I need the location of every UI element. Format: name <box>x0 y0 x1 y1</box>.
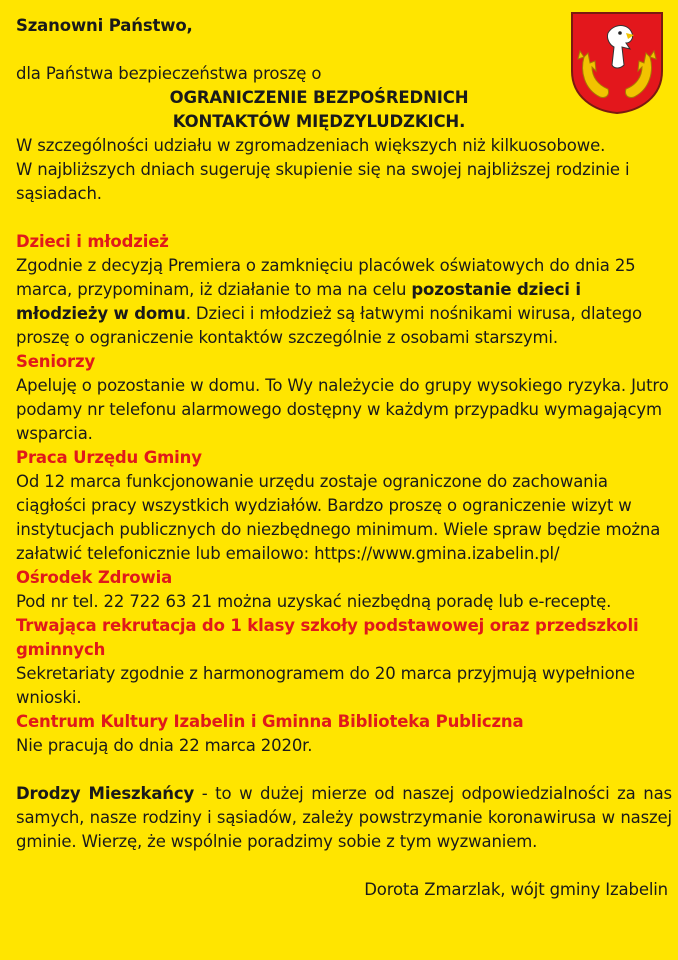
intro-line: dla Państwa bezpieczeństwa proszę o <box>16 64 322 83</box>
intro-text-2: W najbliższych dniach sugeruję skupienie się na swojej najbliższej rodzinie i sąsiadach. <box>16 160 630 203</box>
headline-line-2: KONTAKTÓW MIĘDZYLUDZKICH. <box>172 112 466 131</box>
section-heading-culture: Centrum Kultury Izabelin i Gminna Biblioteka Publiczna <box>16 712 524 731</box>
section-heading-recruitment: Trwająca rekrutacja do 1 klasy szkoły podstawowej oraz przedszkoli gminnych <box>16 616 639 659</box>
section-heading-youth: Dzieci i młodzież <box>16 232 169 251</box>
intro-text-1: W szczególności udziału w zgromadzeniach większych niż kilkuosobowe. <box>16 136 606 155</box>
greeting: Szanowni Państwo, <box>16 16 193 35</box>
youth-text-part-b: . Dzieci i młodzież są łatwymi nośnikami wirusa, dlatego proszę o ograniczenie kontaktów szczególnie z osobami starszymi. <box>16 304 642 347</box>
section-text-youth <box>16 254 672 350</box>
signature: Dorota Zmarzlak, wójt gminy Izabelin <box>364 880 668 899</box>
section-heading-health: Ośrodek Zdrowia <box>16 568 173 587</box>
section-text-health: Pod nr tel. 22 722 63 21 można uzyskać niezbędną poradę lub e-receptę. <box>16 592 612 611</box>
section-heading-office: Praca Urzędu Gminy <box>16 448 202 467</box>
section-text-culture: Nie pracują do dnia 22 marca 2020r. <box>16 736 313 755</box>
section-text-seniors: Apeluję o pozostanie w domu. To Wy należycie do grupy wysokiego ryzyka. Jutro podamy nr telefonu alarmowego dostępny w każdym przypadku wymagającym wsparcia. <box>16 376 669 443</box>
youth-text-part-a: Zgodnie z decyzją Premiera o zamknięciu placówek oświatowych do dnia 25 marca, przypominam, iż działanie to ma na celu <box>16 256 636 299</box>
section-text-office: Od 12 marca funkcjonowanie urzędu zostaje ograniczone do zachowania ciągłości pracy wszystkich wydziałów. Bardzo proszę o ograniczenie wizyt w instytucjach publicznych do niezbędnego minimum. Wiele spraw będzie można załatwić telefonicznie lub emailowo: https://www.gmina.izabelin.pl/ <box>16 472 661 563</box>
section-text-recruitment: Sekretariaty zgodnie z harmonogramem do 20 marca przyjmują wypełnione wnioski. <box>16 664 635 707</box>
closing-bold: Drodzy Mieszkańcy <box>16 784 195 803</box>
headline-line-1: OGRANICZENIE BEZPOŚREDNICH <box>169 88 469 107</box>
closing-text: - to w dużej mierze od naszej odpowiedzialności za nas samych, nasze rodziny i sąsiadów, zależy powstrzymanie koronawirusa w naszej gminie. Wierzę, że wspólnie poradzimy sobie z tym wyzwaniem. <box>16 784 672 851</box>
closing-paragraph <box>16 782 672 854</box>
section-heading-seniors: Seniorzy <box>16 352 96 371</box>
youth-text-bold: pozostanie dzieci i młodzieży w domu <box>16 280 581 323</box>
